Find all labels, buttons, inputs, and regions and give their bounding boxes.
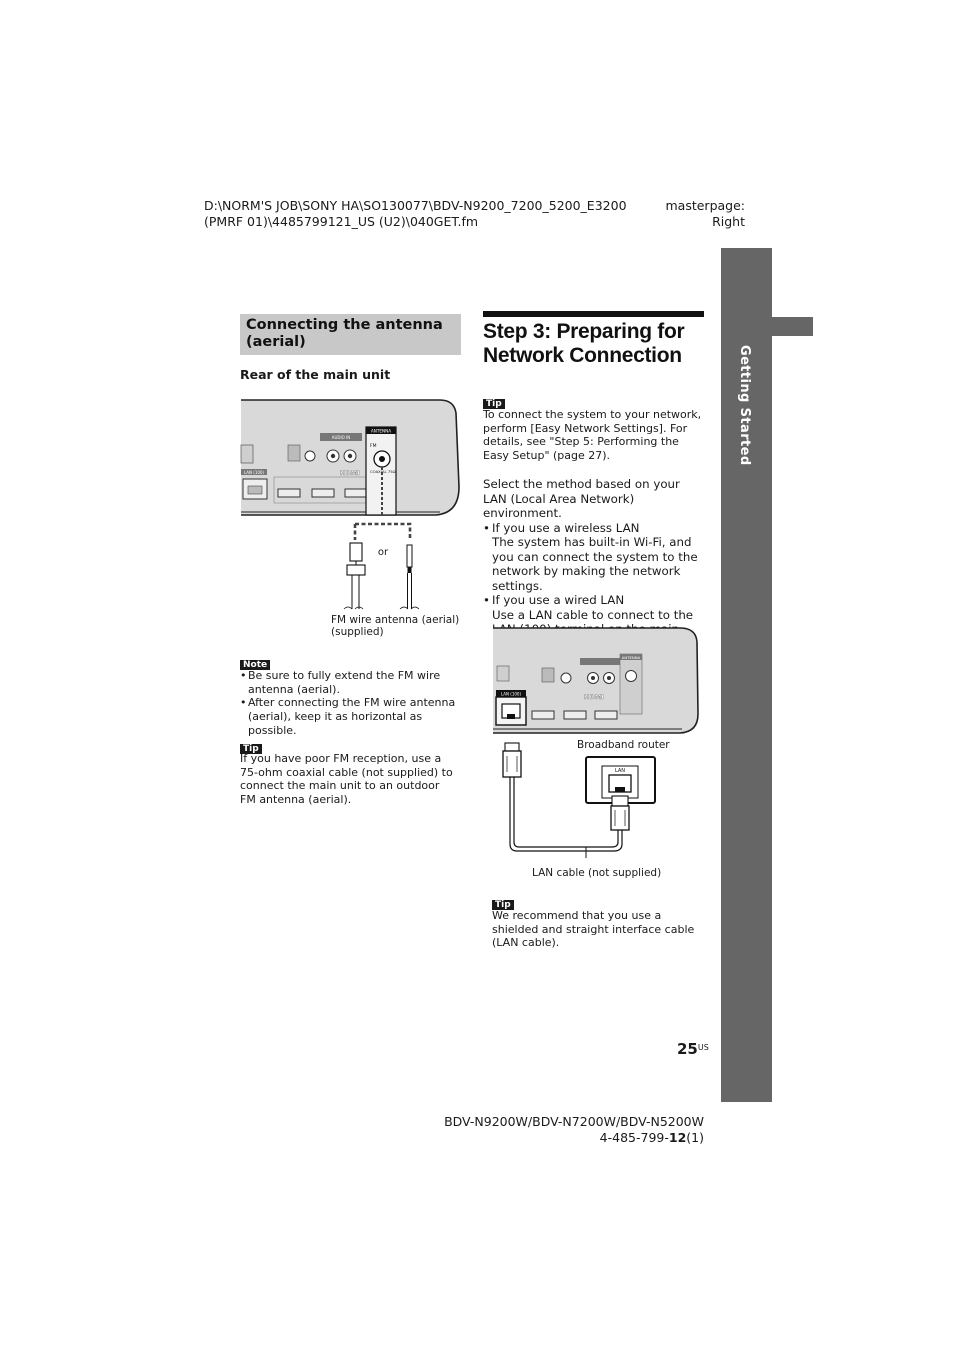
fm-label: FM: [370, 444, 377, 449]
antenna-connection-figure: [240, 397, 462, 637]
router-lan-label: LAN: [614, 768, 626, 774]
or-label: or: [377, 547, 389, 558]
hdmi-logo-2: HDMI: [584, 693, 604, 701]
doc-suffix: (1): [686, 1130, 704, 1145]
step-title-rule: [483, 311, 704, 317]
antenna-figure-caption: [331, 614, 459, 638]
lan-cable-caption: LAN cable (not supplied): [532, 867, 662, 879]
option-wireless-body: The system has built-in Wi-Fi, and you can connect the system to the network by making the network settings.: [492, 535, 698, 593]
file-path: [204, 198, 627, 230]
caption-line1: FM wire antenna (aerial): [331, 614, 460, 626]
step-title: [483, 320, 713, 368]
caption-line2: (supplied): [331, 626, 384, 638]
lan-port-label-2: LAN (100): [500, 691, 522, 697]
note-item: • Be sure to fully extend the FM wire antenna (aerial).: [240, 669, 462, 696]
network-intro: [483, 477, 705, 651]
coaxial-label: COAXIAL 75Ω: [370, 469, 396, 474]
network-tip-text: To connect the system to your network, perform [Easy Network Settings]. For details, see "Step 5: Performing the Easy Setup" (page 27).: [483, 408, 702, 463]
antenna-label-2: ANTENNA: [621, 655, 641, 660]
hdmi-in-1: [278, 489, 300, 497]
tip-badge-label: Tip: [240, 744, 262, 754]
tip-text: If you have poor FM reception, use a 75-ohm coaxial cable (not supplied) to connect the main unit to an outdoor FM antenna (aerial).: [240, 752, 453, 807]
footer-doc-number: [440, 1130, 704, 1146]
antenna-label: ANTENNA: [370, 428, 392, 434]
lan-cable-plug-router: [611, 806, 629, 830]
page-suffix: US: [697, 1043, 709, 1052]
step-title-line1: Step 3: Preparing for: [483, 320, 685, 343]
audio-in-label: AUDIO IN: [331, 435, 351, 440]
option-wired: • If you use a wired LAN: [483, 593, 625, 607]
subheading: Rear of the main unit: [240, 367, 391, 382]
side-tab-marker: [772, 317, 813, 336]
router-caption: Broadband router: [577, 739, 670, 751]
side-tab-label: Getting Started: [737, 345, 752, 466]
fm-antenna-plug: [350, 543, 362, 561]
masterpage-line1: masterpage:: [665, 198, 745, 213]
file-path-line2: (PMRF 01)\4485799121_US (U2)\040GET.fm: [204, 214, 479, 229]
option-wired-body: Use a LAN cable to connect to the: [492, 607, 694, 622]
tip-badge-right-2-label: Tip: [492, 900, 514, 910]
file-path-line1: D:\NORM'S JOB\SONY HA\SO130077\BDV-N9200_7200_5200_E3200: [204, 198, 627, 213]
doc-bold: 12: [668, 1130, 687, 1145]
lan-cable-plug-unit: [503, 751, 521, 777]
hdmi-in-2: [312, 489, 334, 497]
note-badge-label: Note: [240, 660, 270, 670]
masterpage-line2: Right: [712, 214, 745, 229]
lan-port-label: LAN (100): [243, 470, 265, 475]
masterpage-label: [640, 198, 745, 230]
page-number: [677, 1040, 709, 1058]
hdmi-out: [345, 489, 367, 497]
fm-wire-lead: [407, 545, 412, 567]
step-title-line2: Network Connection: [483, 344, 682, 367]
hdmi-logo: HDMI: [340, 469, 360, 477]
tip-badge-right-label: Tip: [483, 399, 505, 409]
section-heading: [240, 314, 461, 355]
page-number-value: 25: [677, 1040, 698, 1058]
option-wireless-title: If you use a wireless LAN: [492, 520, 640, 535]
section-title: Connecting the antenna (aerial): [246, 317, 443, 350]
lan-cable-tip-text: We recommend that you use a shielded and straight interface cable (LAN cable).: [492, 909, 695, 950]
doc-prefix: 4-485-799-: [599, 1130, 669, 1145]
note-item: • After connecting the FM wire antenna (aerial), keep it as horizontal as possible.: [240, 696, 462, 737]
footer: [440, 1114, 704, 1146]
footer-models: BDV-N9200W/BDV-N7200W/BDV-N5200W: [444, 1114, 704, 1129]
option-wired-title: If you use a wired LAN: [492, 593, 625, 607]
connection-guide-lines: [355, 524, 410, 540]
intro-text: Select the method based on your LAN (Local Area Network) environment.: [483, 477, 680, 520]
note-list: [240, 669, 462, 738]
option-wireless: • If you use a wireless LAN: [483, 520, 640, 535]
